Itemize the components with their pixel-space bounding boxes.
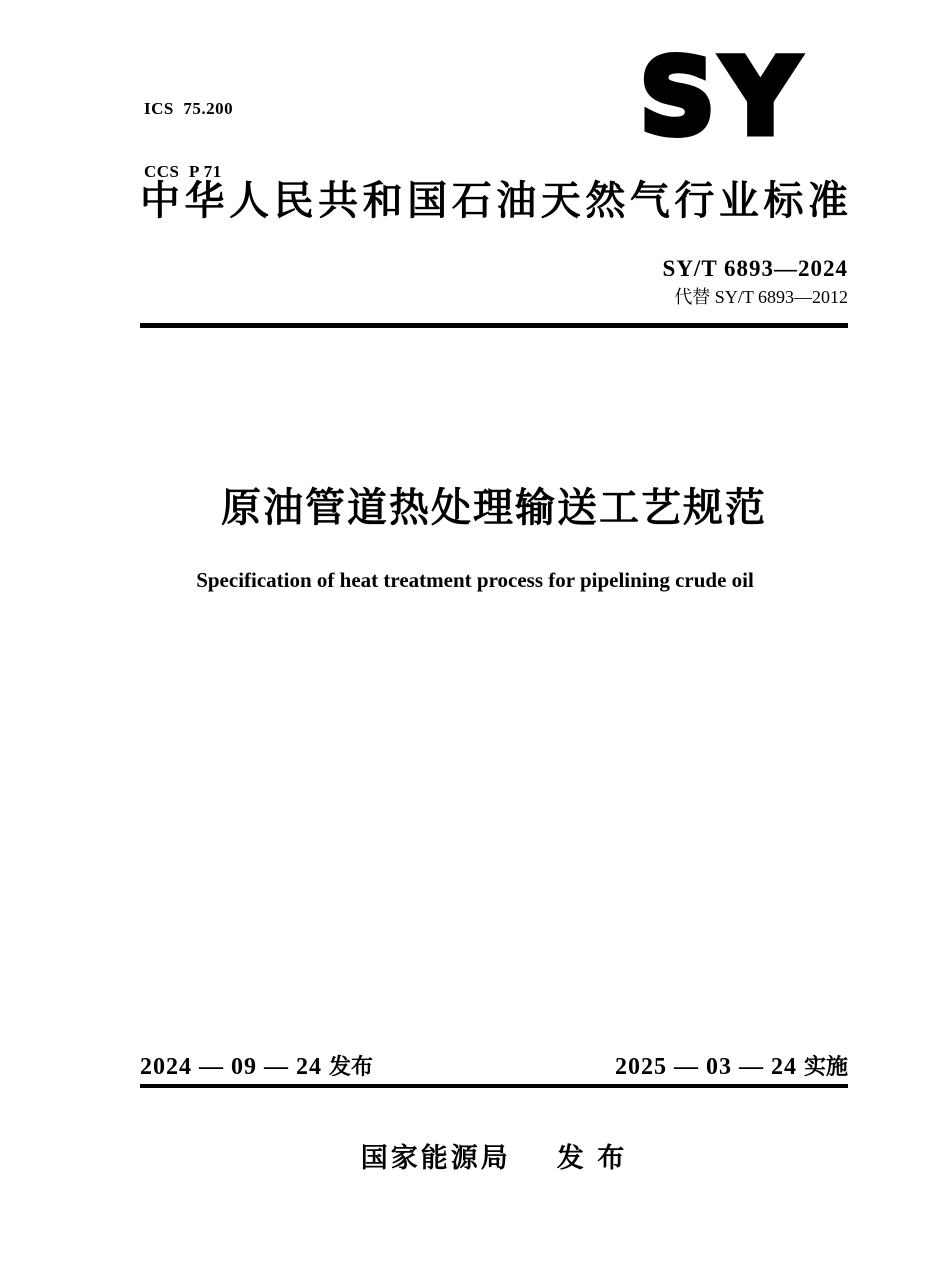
publisher-name: 国家能源局 — [360, 1143, 511, 1173]
sy-logo: SY — [639, 36, 807, 158]
standard-number-block — [663, 255, 848, 308]
replaced-standard-note: 代替 SY/T 6893—2012 — [674, 287, 848, 307]
standard-number: SY/T 6893—2024 — [662, 256, 848, 281]
dates-row — [140, 1050, 848, 1081]
publish-label: 发 布 — [556, 1143, 628, 1173]
ccs-code: CCS P 71 — [144, 162, 222, 181]
release-date-label: 发布 — [329, 1054, 374, 1079]
implementation-date-value: 2025 — 03 — 24 — [614, 1054, 797, 1080]
footer-rule — [140, 1084, 848, 1088]
implementation-date-label: 实施 — [803, 1054, 848, 1079]
header-rule — [140, 323, 848, 328]
ics-code: ICS 75.200 — [144, 99, 234, 118]
implementation-date — [615, 1050, 848, 1081]
standard-category-title: 中华人民共和国石油天然气行业标准 — [140, 179, 848, 223]
release-date-value: 2024 — 09 — 24 — [140, 1054, 322, 1080]
publisher-line — [140, 1136, 848, 1175]
release-date — [140, 1050, 373, 1081]
document-title-zh: 原油管道热处理输送工艺规范 — [221, 486, 767, 530]
document-title-en: Specification of heat treatment process for pipelining crude oil — [196, 568, 754, 592]
